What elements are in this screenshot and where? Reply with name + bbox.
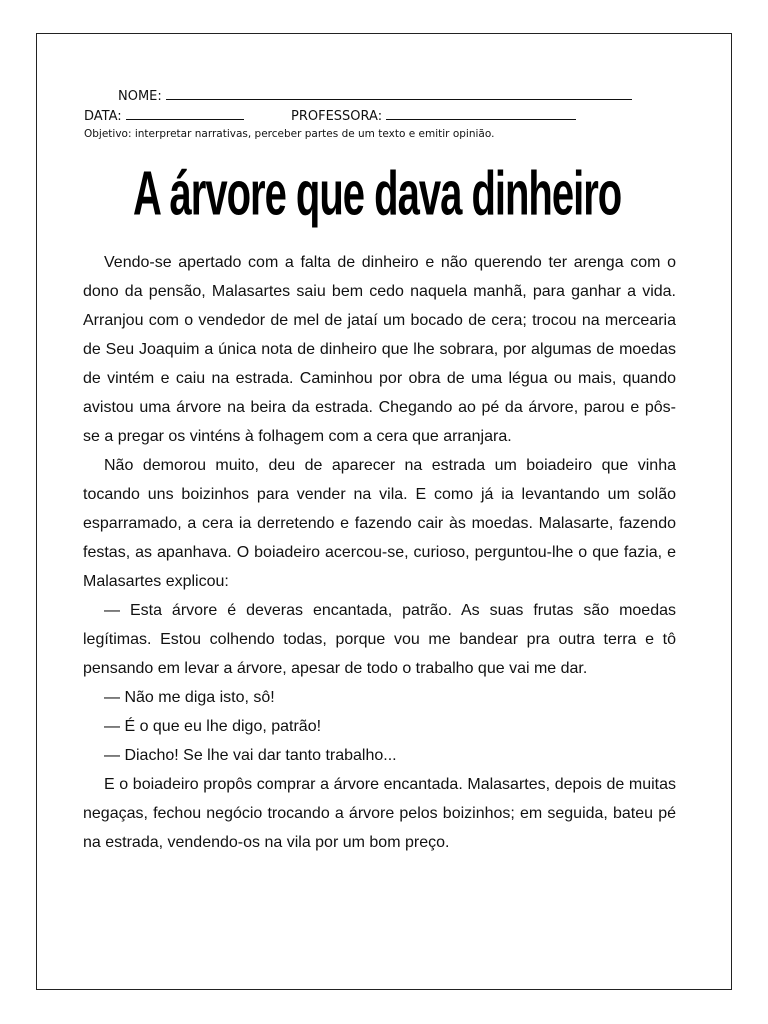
date-blank-line[interactable] [126, 108, 244, 120]
teacher-blank-line[interactable] [386, 108, 576, 120]
date-field [84, 108, 244, 124]
story-text [83, 248, 676, 857]
name-label: NOME: [118, 89, 162, 104]
page-title: A árvore que dava dinheiro [133, 160, 622, 229]
objective-text: Objetivo: interpretar narrativas, perceber partes de um texto e emitir opinião. [84, 128, 495, 140]
paragraph: Vendo-se apertado com a falta de dinheiro e não querendo ter arenga com o dono da pensão, Malasartes saiu bem cedo naquela manhã, para ganhar a vida. Arranjou com o vendedor de mel de jataí um bocado de cera; trocou na mercearia de Seu Joaquim a única nota de dinheiro que lhe sobrara, por algumas de moedas de vintém e caiu na estrada. Caminhou por obra de uma légua ou mais, quando avistou uma árvore na beira da estrada. Chegando ao pé da árvore, parou e pôs-se a pregar os vinténs à folhagem com a cera que arranjara. [83, 254, 676, 445]
name-blank-line[interactable] [166, 88, 632, 100]
name-field [118, 88, 632, 104]
paragraph: — Não me diga isto, sô! [104, 689, 275, 706]
teacher-field [291, 108, 576, 124]
paragraph: — É o que eu lhe digo, patrão! [104, 718, 322, 735]
date-label: DATA: [84, 109, 122, 124]
teacher-label: PROFESSORA: [291, 109, 383, 124]
title-wrap [133, 160, 622, 240]
paragraph: E o boiadeiro propôs comprar a árvore encantada. Malasartes, depois de muitas negaças, fechou negócio trocando a árvore pelos boizinhos; em seguida, bateu pé na estrada, vendendo-os na vila por um bom preço. [83, 776, 676, 851]
paragraph: — Esta árvore é deveras encantada, patrão. As suas frutas são moedas legítimas. Estou colhendo todas, porque vou me bandear pra outra terra e tô pensando em levar a árvore, apesar de todo o trabalho que vai me dar. [83, 602, 676, 677]
paragraph: — Diacho! Se lhe vai dar tanto trabalho... [104, 747, 397, 764]
paragraph: Não demorou muito, deu de aparecer na estrada um boiadeiro que vinha tocando uns boizinhos para vender na vila. E como já ia levantando um solão esparramado, a cera ia derretendo e fazendo cair às moedas. Malasarte, fazendo festas, as apanhava. O boiadeiro acercou-se, curioso, perguntou-lhe o que fazia, e Malasartes explicou: [83, 457, 676, 590]
